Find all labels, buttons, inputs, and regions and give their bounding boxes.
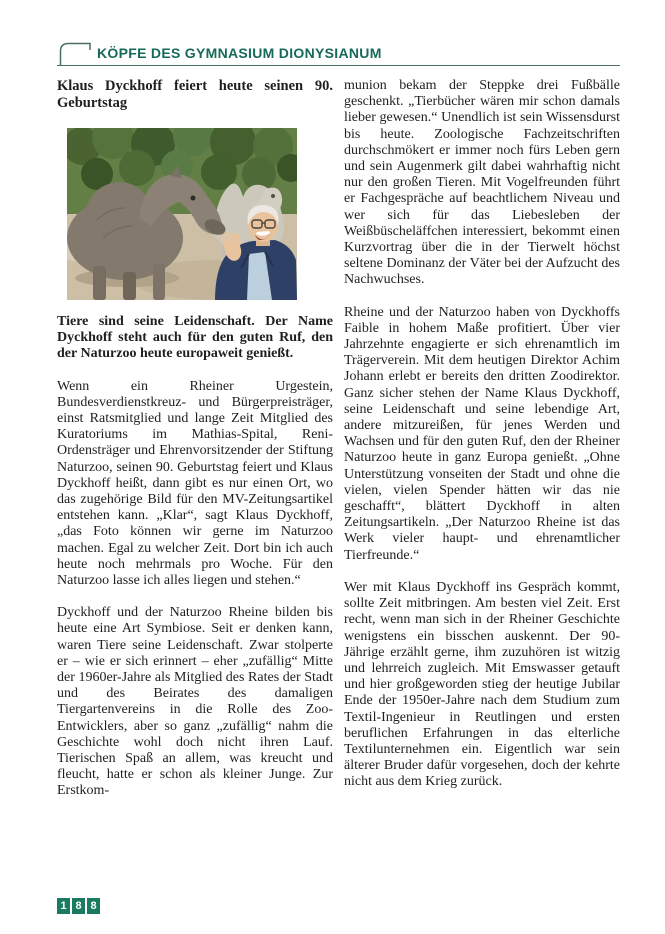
article-paragraph: Wer mit Klaus Dyckhoff ins Gespräch kommt, sollte Zeit mitbringen. Am besten viel Zeit. Erst recht, wenn man sich in der Rheiner Geschichte wenigstens ein bisschen auskennt. Der 90-Jährige erzählt gerne, ihm zuzuhören ist witzig und lehrreich zugleich. Mit Emswasser getauft und hier großgeworden stieg der heutige Jubilar Ende der 1950er-Jahre nach dem Studium zum Textil-Ingenieur in Reutlingen und ersten beruflichen Erfahrungen in das elterliche Textilunternehmen ein. Eigentlich war sein älterer Bruder dafür vorgesehen, doch der kehrte nicht aus dem Krieg zurück.: [344, 579, 620, 790]
page-number-digit: 8: [72, 898, 85, 914]
article-paragraph: Rheine und der Naturzoo haben von Dyckhoffs Faible in hohem Maße profitiert. Über vier Jahrzehnte engagierte er sich ehrenamtlich im Trägerverein. Mit dem heutigen Direktor Achim Johann erlebt er bereits den dritten Zoodirektor. Ganz sicher stehen der Name Klaus Dyckhoff, seine Leidenschaft und seine lebendige Art, andere mitzureißen, für jenes Werden und Wachsen und für den guten Ruf, den der Rheiner Naturzoo heute in ganz Europa genießt. „Ohne Unterstützung vonseiten der Stadt und ohne die vielen, vielen Spender hätten wir das nie geschafft“, blättert Dyckhoff in alten Zeitungsartikeln. „Der Naturzoo Rheine ist das Werk vieler haupt- und ehrenamtlicher Tierfreunde.“: [344, 304, 620, 563]
article-lead: Tiere sind seine Leidenschaft. Der Name Dyckhoff steht auch für den guten Ruf, den der Naturzoo heute europaweit genießt.: [57, 314, 333, 362]
section-header: [57, 40, 620, 66]
page-number-digit: 1: [57, 898, 70, 914]
camels-and-man-photo-illustration: [67, 128, 297, 300]
article-paragraph: munion bekam der Steppke drei Fußbälle geschenkt. „Tierbücher wären mir schon damals lieber gewesen.“ Unendlich ist sein Wissensdurst bis heute. Zoologische Fachzeitschriften durchschmökert er immer noch fürs Leben gern und sein Augenmerk gilt dabei wahrhaftig nicht nur den großen Tieren. Mit Vogelfreunden führt er Fachgespräche auf beachtlichem Niveau und wer sich für das Liebesleben der Weißbüscheläffchen interessiert, bekommt einen Kurzvortrag über die in der Tierwelt höchst seltene Dominanz der Väter bei der Aufzucht des Nachwuchses.: [344, 78, 620, 288]
article-photo: [67, 128, 297, 300]
section-title: KÖPFE DES GYMNASIUM DIONYSIANUM: [97, 45, 382, 61]
article-columns: [57, 78, 620, 816]
page-number: [57, 898, 100, 914]
article-paragraph: Wenn ein Rheiner Urgestein, Bundesverdienstkreuz- und Bürgerpreisträger, einst Ratsmitglied und lange Zeit Mitglied des Kuratoriums im Mathias-Spital, Reni-Ordensträger und Ehrenvorsitzender der Stiftung Naturzoo, seinen 90. Geburtstag feiert und Klaus Dyckhoff heißt, dann gibt es nur einen Ort, wo das zugehörige Bild für den MV-Zeitungsartikel entstehen kann. „Klar“, sagt Klaus Dyckhoff, „das Foto können wir gerne im Naturzoo machen. Egal zu welcher Zeit. Dort bin ich auch heute noch mehrmals pro Woche. Für den Naturzoo lasse ich alles liegen und stehen.“: [57, 378, 333, 589]
left-column: [57, 78, 333, 816]
article-heading: Klaus Dyckhoff feiert heute seinen 90. Geburtstag: [57, 78, 333, 111]
right-column: [344, 78, 620, 816]
article-paragraph: Dyckhoff und der Naturzoo Rheine bilden bis heute eine Art Symbiose. Seit er denken kann, waren Tiere seine Leidenschaft. Zwar stolperte er – wie er sich erinnert – eher „zufällig“ Mitte der 1960er-Jahre als Mitglied des Rates der Stadt und des Beirates des damaligen Tiergartenvereins in die Rolle des Zoo-Entwicklers, aber so ganz „zufällig“ nahm die Geschichte wohl doch nicht ihren Lauf. Tierischen Spaß an allem, was kreucht und fleucht, hatte er schon als kleiner Junge. Zur Erstkom-: [57, 605, 333, 799]
tab-corner-ornament-icon: [59, 40, 97, 66]
page-number-digit: 8: [87, 898, 100, 914]
